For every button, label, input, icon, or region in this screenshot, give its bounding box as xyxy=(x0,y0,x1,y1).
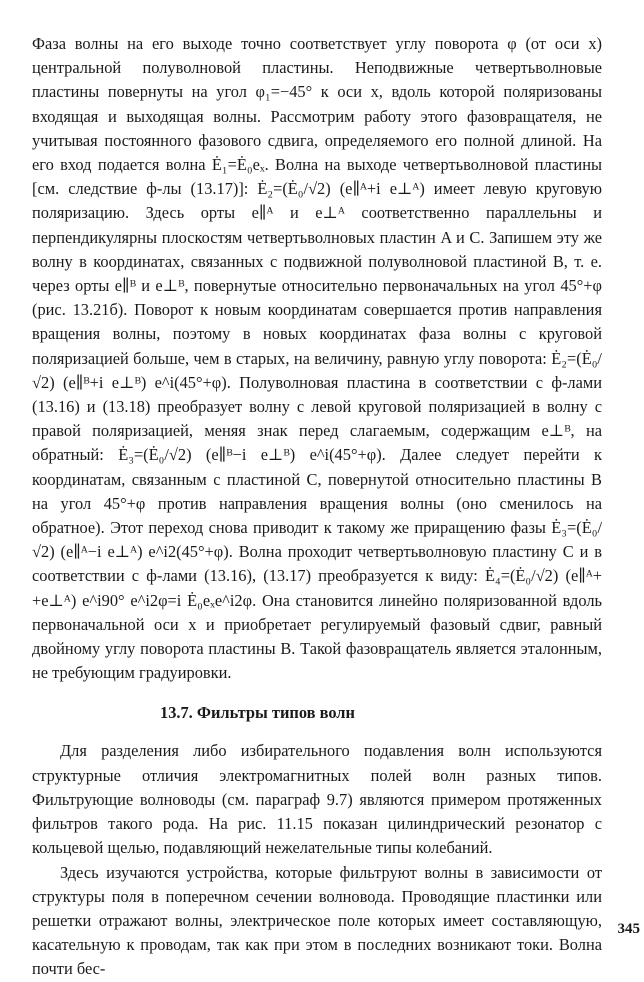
page-number: 345 xyxy=(617,921,640,937)
paragraph-mode-filters-devices: Здесь изучаются устройства, которые фильтруют волны в зависимости от структуры поля в поперечном сечении волновода. Проводящие пластинки или решетки отражают волны, электрическое поле которых имеет составляющую, касательную к проводам, так как при этом в последних возникают токи. Волна почти бес- xyxy=(32,862,602,979)
section-heading: 13.7. Фильтры типов волн xyxy=(160,703,355,723)
document-page xyxy=(32,32,602,979)
paragraph-phase-shifter: Фаза волны на его выходе точно соответствует углу поворота φ (от оси x) центральной полуволновой пластины. Неподвижные четвертьволновые пластины повернуты на угол φ₁=−45° к оси x, вдоль которой поляризованы входящая и выходящая волны. Рассмотрим работу этого фазовращателя, не учитывая постоянного фазового сдвига, определяемого его полной длиной. На его вход подается волна Ė₁=Ė₀eₓ. Волна на выходе четвертьволновой пластины [см. следствие ф-лы (13.17)]: Ė₂=(Ė₀/√2) (e∥ᴬ+i e⊥ᴬ) имеет левую круговую поляризацию. Здесь орты e∥ᴬ и e⊥ᴬ соответственно параллельны и перпендикулярны плоскостям четвертьволновых пластин A и C. Запишем эту же волну в координатах, связанных с подвижной полуволновой пластиной B, т. е. через орты e∥ᴮ и e⊥ᴮ, повернутые относительно первоначальных на угол 45°+φ (рис. 13.21б). Поворот к новым координатам совершается против направления вращения волны, поэтому в новых координатах фаза волны с круговой поляризацией больше, чем в старых, на величину, равную углу поворота: Ė₂=(Ė₀/√2) (e∥ᴮ+i e⊥ᴮ) e^i(45°+φ). Полуволновая пластина в соответствии с ф-лами (13.16) и (13.18) преобразует волну с левой круговой поляризацией в волну с правой поляризацией, меняя знак перед слагаемым, содержащим e⊥ᴮ, на обратный: Ė₃=(Ė₀/√2) (e∥ᴮ−i e⊥ᴮ) e^i(45°+φ). Далее следует перейти к координатам, связанным с пластиной C, повернутой относительно пластины B на угол 45°+φ против направления вращения волны (оно сменилось на обратное). Этот переход снова приводит к такому же приращению фазы Ė₃=(Ė₀/√2) (e∥ᴬ−i e⊥ᴬ) e^i2(45°+φ). Волна проходит четвертьволновую пластину C и в соответствии с ф-лами (13.16), (13.17) преобразуется к виду: Ė₄=(Ė₀/√2) (e∥ᴬ+ +e⊥ᴬ) e^i90° e^i2φ=i Ė₀eₓe^i2φ. Она становится линейно поляризованной вдоль первоначальной оси x и приобретает регулируемый фазовый сдвиг, равный двойному углу поворота пластины B. Такой фазовращатель является эталонным, не требующим градуировки. xyxy=(32,34,602,683)
paragraph-mode-filters-intro: Для разделения либо избирательного подавления волн используются структурные отличия электромагнитных полей волн разных типов. Фильтрующие волноводы (см. параграф 9.7) являются примером протяженных фильтров такого рода. На рис. 11.15 показан цилиндрический резонатор с кольцевой щелью, подавляющий нежелательные типы колебаний. xyxy=(32,741,602,858)
